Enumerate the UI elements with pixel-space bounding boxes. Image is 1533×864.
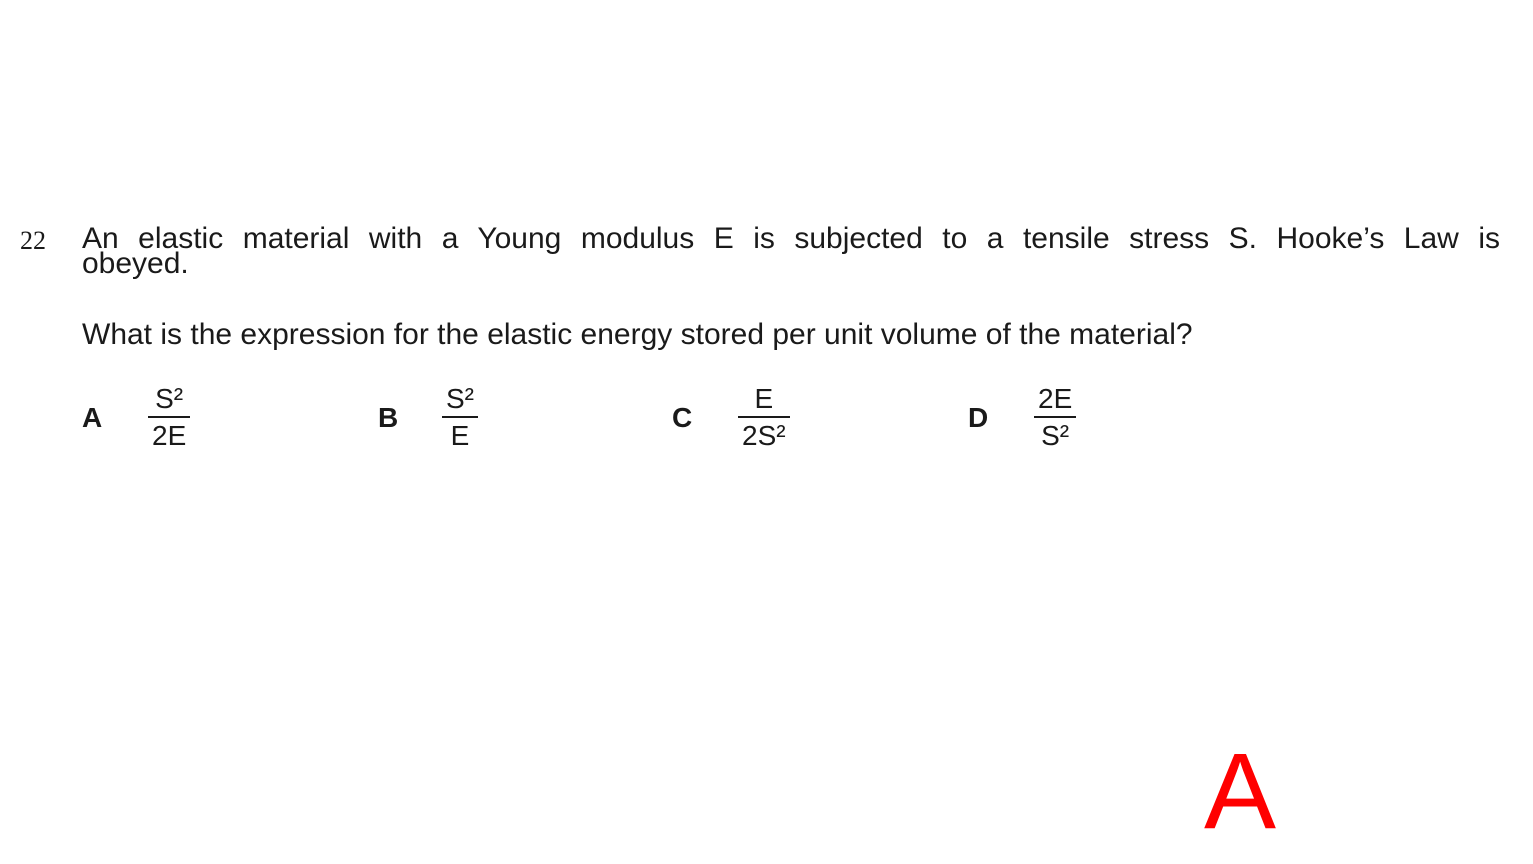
- option-c-fraction: [738, 384, 790, 451]
- question-stem-line-2: obeyed.: [82, 247, 189, 280]
- option-d-fraction: [1034, 384, 1076, 451]
- question-number: 22: [20, 226, 46, 255]
- option-a-fraction-bar: [148, 416, 190, 418]
- option-d-denominator: S²: [1041, 420, 1070, 451]
- option-a-fraction: [148, 384, 190, 451]
- option-d-letter: D: [968, 402, 989, 433]
- option-c-fraction-bar: [738, 416, 790, 418]
- option-a-numerator: S²: [155, 383, 184, 414]
- option-c-denominator: 2S²: [742, 420, 786, 451]
- option-b-denominator: E: [450, 420, 470, 451]
- option-b-fraction: [442, 384, 478, 451]
- option-a-letter: A: [82, 402, 103, 433]
- option-b-letter: B: [378, 402, 399, 433]
- question-prompt: What is the expression for the elastic energy stored per unit volume of the material?: [82, 318, 1193, 351]
- option-c-numerator: E: [754, 383, 774, 414]
- question-stem-line-1: An elastic material with a Young modulus E is subjected to a tensile stress S. Hooke’s Law is: [82, 222, 1500, 255]
- answer-label: A: [1204, 730, 1277, 851]
- option-b-numerator: S²: [446, 383, 474, 414]
- option-d-numerator: 2E: [1038, 383, 1073, 414]
- option-d-fraction-bar: [1034, 416, 1076, 418]
- option-b-fraction-bar: [442, 416, 478, 418]
- option-a-denominator: 2E: [152, 420, 187, 451]
- option-c-letter: C: [672, 402, 693, 433]
